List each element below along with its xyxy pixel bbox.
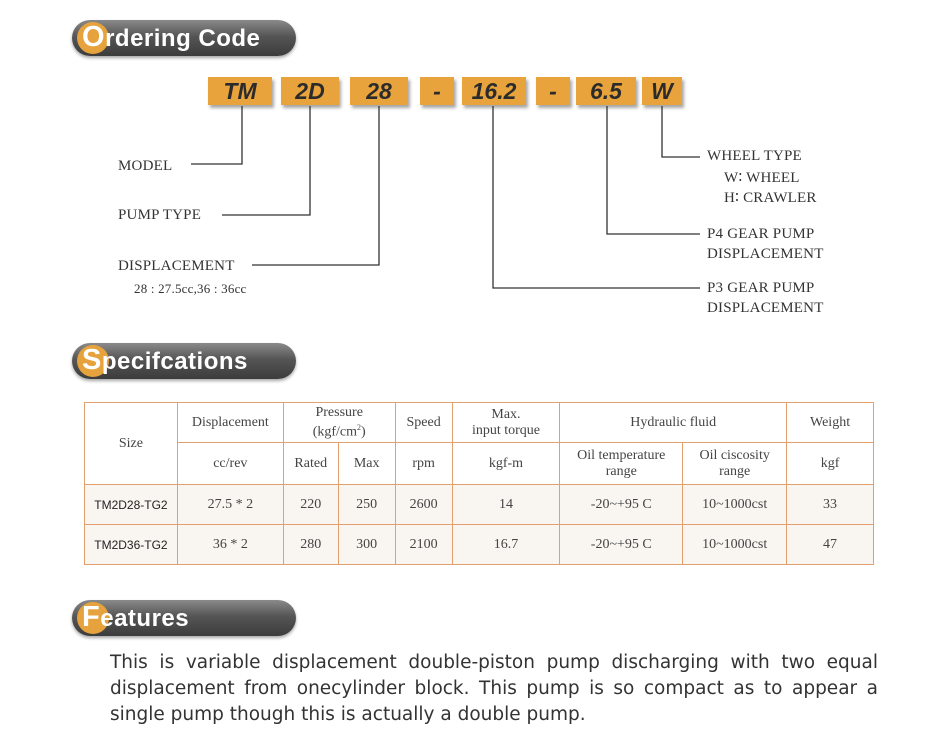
subheader-kgf: kgf xyxy=(787,443,874,485)
header-hydraulic-fluid: Hydraulic fluid xyxy=(560,403,787,443)
label-p3-line2: DISPLACEMENT xyxy=(707,300,824,316)
label-displacement: DISPLACEMENT xyxy=(118,258,235,274)
label-p3-line1: P3 GEAR PUMP xyxy=(707,280,815,296)
label-wheel-w: W∶ WHEEL xyxy=(724,170,800,186)
header-torque: Max. input torque xyxy=(452,403,560,443)
cell-max: 250 xyxy=(338,485,395,525)
heading-initial: O xyxy=(82,21,106,53)
features-heading xyxy=(72,600,296,636)
subheader-cc-rev: cc/rev xyxy=(177,443,283,485)
heading-text: rdering Code xyxy=(105,25,261,52)
label-wheel-type: WHEEL TYPE xyxy=(707,148,802,164)
header-size: Size xyxy=(85,403,178,485)
heading-text: pecifcations xyxy=(101,348,248,375)
subheader-oil-viscosity: Oil ciscosity range xyxy=(683,443,787,485)
subheader-rated: Rated xyxy=(283,443,338,485)
features-paragraph: This is variable displacement double-piston pump discharging with two equal displacement from onecylinder block. This pump is so compact as to appear a single pump though this is actually a double pump. xyxy=(110,652,878,725)
cell-speed: 2100 xyxy=(395,525,452,565)
header-weight: Weight xyxy=(787,403,874,443)
cell-rated: 220 xyxy=(283,485,338,525)
header-displacement: Displacement xyxy=(177,403,283,443)
heading-initial: F xyxy=(82,601,101,633)
specifications-table xyxy=(84,402,874,565)
cell-torque: 16.7 xyxy=(452,525,560,565)
heading-text: eatures xyxy=(100,605,190,632)
label-p4-line1: P4 GEAR PUMP xyxy=(707,226,815,242)
subheader-kgf-m: kgf-m xyxy=(452,443,560,485)
cell-size: TM2D36-TG2 xyxy=(85,525,178,565)
subheader-oil-temp: Oil temperature range xyxy=(560,443,683,485)
label-wheel-h: H∶ CRAWLER xyxy=(724,190,817,206)
cell-displacement: 27.5 * 2 xyxy=(177,485,283,525)
cell-weight: 33 xyxy=(787,485,874,525)
subheader-max: Max xyxy=(338,443,395,485)
subheader-rpm: rpm xyxy=(395,443,452,485)
cell-oil-temp: -20~+95 C xyxy=(560,485,683,525)
label-pump-type: PUMP TYPE xyxy=(118,207,202,223)
cell-rated: 280 xyxy=(283,525,338,565)
header-pressure: Pressure $(kgf/cm^2)$ xyxy=(283,403,395,443)
table-row xyxy=(85,525,874,565)
heading-initial: S xyxy=(82,344,102,376)
code-model: TM xyxy=(208,77,272,105)
cell-max: 300 xyxy=(338,525,395,565)
code-separator: - xyxy=(536,77,570,105)
code-displacement: 28 xyxy=(350,77,408,105)
cell-displacement: 36 * 2 xyxy=(177,525,283,565)
label-p4-line2: DISPLACEMENT xyxy=(707,246,824,262)
code-p4: 6.5 xyxy=(576,77,636,105)
table-row xyxy=(85,485,874,525)
label-displacement-note: 28 : 27.5cc,36 : 36cc xyxy=(134,281,247,296)
specifications-heading xyxy=(72,343,296,379)
code-separator: - xyxy=(420,77,454,105)
ordering-code-heading xyxy=(72,20,296,56)
code-p3: 16.2 xyxy=(462,77,526,105)
cell-torque: 14 xyxy=(452,485,560,525)
cell-speed: 2600 xyxy=(395,485,452,525)
code-pump-type: 2D xyxy=(281,77,339,105)
code-wheel: W xyxy=(642,77,682,105)
cell-oil-viscosity: 10~1000cst xyxy=(683,485,787,525)
header-speed: Speed xyxy=(395,403,452,443)
cell-oil-temp: -20~+95 C xyxy=(560,525,683,565)
cell-weight: 47 xyxy=(787,525,874,565)
cell-size: TM2D28-TG2 xyxy=(85,485,178,525)
label-model: MODEL xyxy=(118,158,173,174)
cell-oil-viscosity: 10~1000cst xyxy=(683,525,787,565)
